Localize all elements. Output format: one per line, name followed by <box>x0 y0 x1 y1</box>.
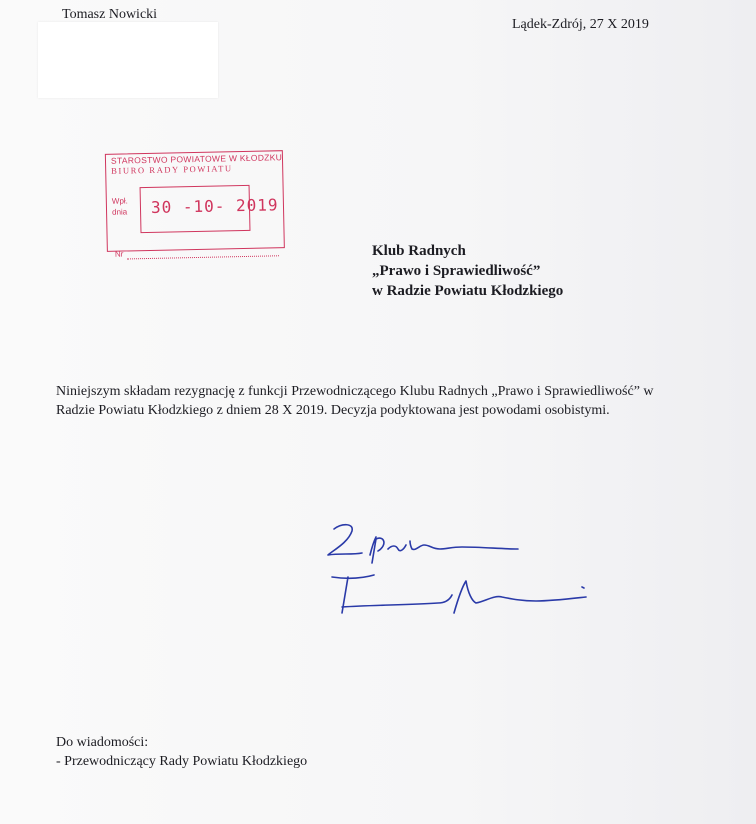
sender-name: Tomasz Nowicki <box>62 7 158 22</box>
stamp-date: 30 -10- 2019 <box>150 195 279 217</box>
signature-stroke-name <box>342 581 586 613</box>
letter-body: Niniejszym składam rezygnację z funkcji Przewodniczącego Klubu Radnych „Prawo i Sprawiedliwość” w Radzie Powiatu Kłodzkiego z dniem 28 X 2019. Decyzja podyktowana jest powodami osobistymi. <box>56 384 654 418</box>
signature-stroke-word <box>388 541 518 551</box>
cc-item: - Przewodniczący Rady Powiatu Kłodzkiego <box>56 754 308 769</box>
signature-stroke-t <box>332 575 374 613</box>
recipient-line-3: w Radzie Powiatu Kłodzkiego <box>372 283 564 299</box>
signature-dot <box>582 587 584 588</box>
stamp-label-wpl: Wpł. <box>111 196 128 206</box>
stamp-received-label <box>112 195 128 217</box>
signature-stroke-p <box>370 537 384 563</box>
handwritten-signature <box>312 515 602 625</box>
recipient-line-2: „Prawo i Sprawiedliwość” <box>372 263 541 279</box>
cc-label: Do wiadomości: <box>56 735 149 750</box>
place-and-date: Lądek-Zdrój, 27 X 2019 <box>512 17 649 32</box>
recipient-block <box>372 241 563 301</box>
stamp-office-unit: BIURO RADY POWIATU <box>111 163 233 176</box>
recipient-line-1: Klub Radnych <box>372 243 466 259</box>
stamp-label-dnia: dnia <box>111 207 128 217</box>
registry-stamp <box>105 150 287 266</box>
redacted-address-block <box>38 22 218 98</box>
stamp-date-box <box>140 185 279 233</box>
stamp-office-name: STAROSTWO POWIATOWE W KŁODZKU <box>110 152 283 166</box>
signature-stroke-z <box>328 525 362 555</box>
stamp-number-line <box>127 255 279 259</box>
stamp-number-label: Nr <box>114 249 124 259</box>
